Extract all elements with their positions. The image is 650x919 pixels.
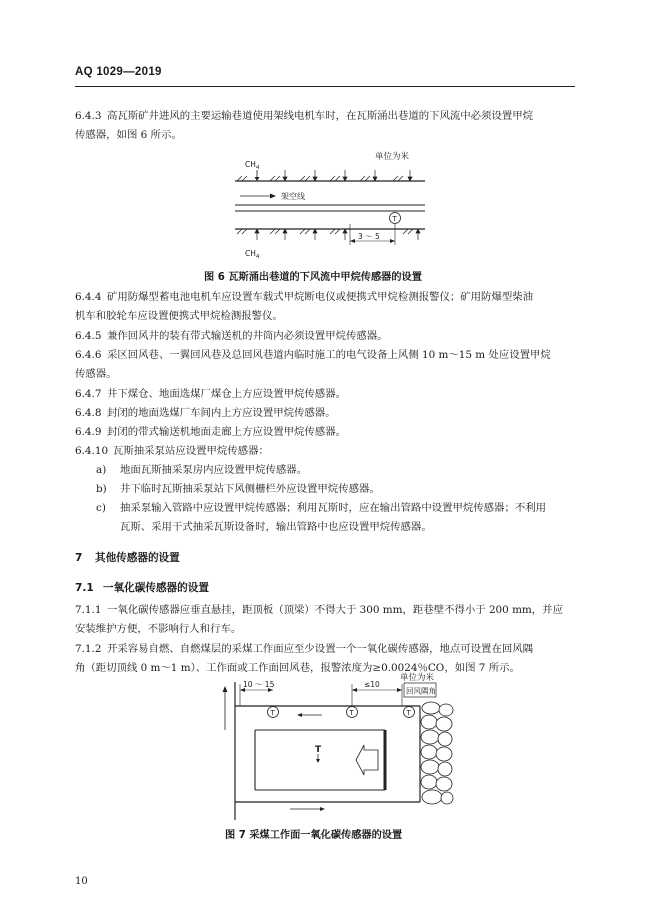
list-marker: c) xyxy=(96,502,106,514)
clause-text-cont: 安装维护方便，不影响行人和行车。 xyxy=(75,623,242,636)
fig6-ch4-bottom: $CH_4$ xyxy=(245,249,260,260)
section-7-heading xyxy=(75,550,180,565)
fig7-goaf-rubble xyxy=(421,702,453,804)
list-text: 抽采泵输入管路中应设置甲烷传感器；利用瓦斯时，应在输出管路中设置甲烷传感器；不利用 xyxy=(120,502,547,514)
clause-6-4-4 xyxy=(75,288,579,327)
clause-text: 兼作回风井的装有带式输送机的井筒内必须设置甲烷传感器。 xyxy=(107,330,388,342)
fig7-dim-mid-label: ≤10 xyxy=(364,680,380,689)
clause-number: 6.4.4 xyxy=(75,291,102,303)
clause-number: 7.1.2 xyxy=(75,643,102,655)
clause-text-cont: 传感器。 xyxy=(75,368,117,381)
clause-text: 高瓦斯矿井进风的主要运输巷道使用架线电机车时，在瓦斯涌出巷道的下风流中必须设置甲烷 xyxy=(107,110,534,122)
figure-6-diagram xyxy=(225,150,435,265)
clause-6-4-3 xyxy=(75,107,579,146)
fig7-dim-left-label: 10 ～ 15 xyxy=(243,680,275,689)
list-item-c xyxy=(96,499,579,538)
clause-6-4-9 xyxy=(75,423,579,442)
fig7-unit-label: 单位为米 xyxy=(400,673,435,683)
list-text-cont: 瓦斯、采用干式抽采瓦斯设备时，输出管路中也应设置甲烷传感器。 xyxy=(120,521,432,534)
section-number: 7 xyxy=(75,552,83,564)
clause-number: 6.4.5 xyxy=(75,330,102,342)
fig6-roof-arrows xyxy=(283,170,412,181)
clause-number: 6.4.3 xyxy=(75,110,102,122)
fig6-roof-hatching xyxy=(237,176,403,181)
clause-number: 6.4.6 xyxy=(75,349,102,361)
clause-6-4-8 xyxy=(75,404,579,423)
fig6-unit-label: 单位为米 xyxy=(375,152,410,162)
fig7-sensor-3-label: T xyxy=(406,709,411,717)
fig7-sensor-2-label: T xyxy=(349,709,354,717)
standard-id: AQ 1029—2019 xyxy=(75,66,162,78)
list-marker: b) xyxy=(96,483,107,495)
clause-text: 瓦斯抽采泵站应设置甲烷传感器： xyxy=(113,445,269,457)
clause-number: 7.1.1 xyxy=(75,604,102,616)
section-title: 其他传感器的设置 xyxy=(95,552,180,564)
figure-6-caption: 图 6 瓦斯涌出巷道的下风流中甲烷传感器的设置 xyxy=(204,272,422,283)
fig6-sensor-label: T xyxy=(392,215,397,223)
fig7-sensor-t-label: T xyxy=(315,745,322,755)
fig7-advance-arrow xyxy=(356,745,378,775)
clause-text-cont: 角（距切顶线 0 m～1 m）、工作面或工作面回风巷，报警浓度为≥0.0024％CO，如图 7 所示。 xyxy=(75,662,520,675)
fig7-sensor-1-label: T xyxy=(270,709,275,717)
header-rule xyxy=(75,86,575,87)
page-number: 10 xyxy=(75,876,88,887)
clause-number: 6.4.7 xyxy=(75,388,102,400)
fig6-floor-hatching xyxy=(237,229,413,234)
list-item-b xyxy=(96,480,579,499)
clause-6-4-7 xyxy=(75,385,579,404)
list-marker: a) xyxy=(96,464,107,476)
list-text: 井下临时瓦斯抽采泵站下风侧栅栏外应设置甲烷传感器。 xyxy=(120,483,380,495)
clause-7-1-1 xyxy=(75,601,579,640)
section-number: 7.1 xyxy=(75,582,94,594)
clause-text: 矿用防爆型蓄电池电机车应设置车载式甲烷断电仪或便携式甲烷检测报警仪；矿用防爆型柴油 xyxy=(107,291,534,303)
section-7-1-heading xyxy=(75,580,209,595)
clause-number: 6.4.9 xyxy=(75,426,102,438)
clause-text: 封闭的带式输送机地面走廊上方应设置甲烷传感器。 xyxy=(107,426,346,438)
clause-number: 6.4.8 xyxy=(75,407,102,419)
clause-text: 一氧化碳传感器应垂直悬挂，距顶板（顶梁）不得大于 300 mm，距巷壁不得小于 200 mm，并应 xyxy=(107,604,563,616)
clause-text: 井下煤仓、地面选煤厂煤仓上方应设置甲烷传感器。 xyxy=(107,388,346,400)
fig6-wire-label: 架空线 xyxy=(281,192,305,201)
fig6-dimension-label: 3 ～ 5 xyxy=(358,232,380,241)
fig6-ch4-top: $CH_4$ xyxy=(245,160,260,171)
clause-text-cont: 机车和胶轮车应设置便携式甲烷检测报警仪。 xyxy=(75,310,283,323)
section-title: 一氧化碳传感器的设置 xyxy=(103,582,209,594)
clause-6-4-5 xyxy=(75,327,579,346)
clause-text: 封闭的地面选煤厂车间内上方应设置甲烷传感器。 xyxy=(107,407,336,419)
clause-text: 开采容易自燃、自燃煤层的采煤工作面应至少设置一个一氧化碳传感器，地点可设置在回风隅 xyxy=(107,643,534,655)
clause-6-4-6 xyxy=(75,346,579,385)
fig7-corner-label: 回风隅角 xyxy=(406,686,436,696)
clause-text: 采区回风巷、一翼回风巷及总回风巷道内临时施工的电气设备上风侧 10 m～15 m 处应设置甲烷 xyxy=(107,349,551,361)
figure-7-diagram xyxy=(180,670,480,822)
list-item-a xyxy=(96,461,579,480)
clause-text-cont: 传感器，如图 6 所示。 xyxy=(75,129,182,142)
list-text: 地面瓦斯抽采泵房内应设置甲烷传感器。 xyxy=(120,464,308,476)
clause-number: 6.4.10 xyxy=(75,445,109,457)
clause-6-4-10 xyxy=(75,442,579,461)
figure-7-caption: 图 7 采煤工作面一氧化碳传感器的设置 xyxy=(225,830,403,841)
